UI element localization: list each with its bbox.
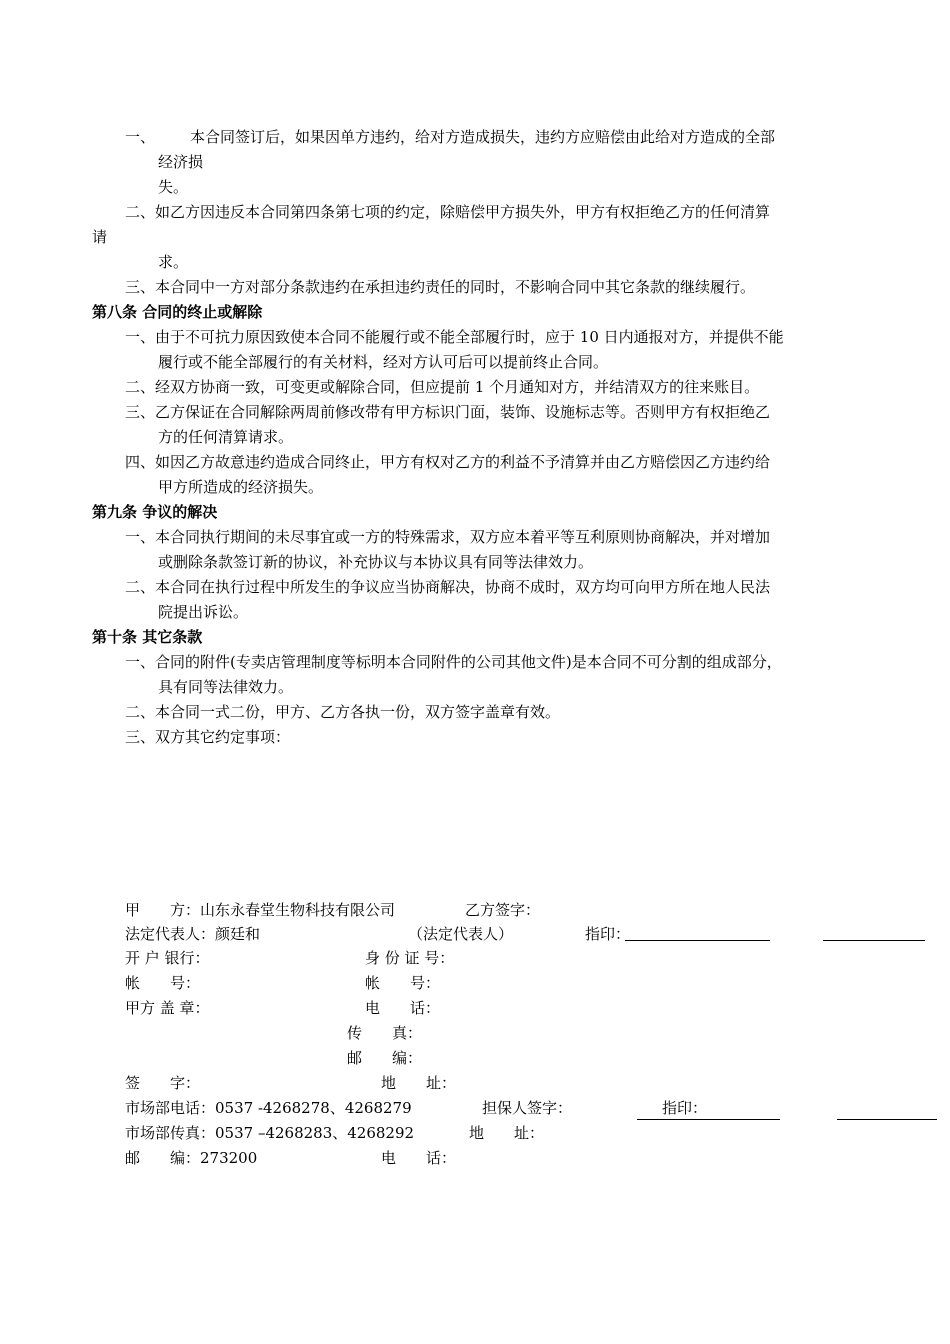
clause-8-1-line2: 履行或不能全部履行的有关材料，经对方认可后可以提前终止合同。 (158, 353, 609, 371)
legal-representative: 法定代表人：颜廷和 (125, 925, 261, 943)
clause-7-2-line1b: 请 (92, 228, 108, 246)
clause-7-1-number: 一、 (125, 128, 156, 146)
section-9-heading: 第九条 争议的解决 (92, 503, 218, 521)
party-b-address-label: 地 址： (381, 1074, 457, 1092)
clause-8-2-line1: 二、经双方协商一致，可变更或解除合同，但应提前 1 个月通知对方，并结清双方的往来账目。 (125, 378, 760, 396)
clause-8-4-line1: 四、如因乙方故意违约造成合同终止，甲方有权对乙方的利益不予清算并由乙方赔偿因乙方违约给 (125, 453, 771, 471)
clause-10-3-line1: 三、双方其它约定事项： (125, 728, 291, 746)
clause-8-3-line2: 方的任何清算请求。 (158, 428, 294, 446)
guarantor-address-label: 地 址： (469, 1124, 545, 1142)
clause-10-2-line1: 二、本合同一式二份，甲方、乙方各执一份，双方签字盖章有效。 (125, 703, 561, 721)
fingerprint-label-1: 指印： (585, 925, 631, 943)
clause-7-1-line1: 本合同签订后，如果因单方违约，给对方造成损失，违约方应赔偿由此给对方造成的全部 (190, 128, 776, 146)
guarantor-signature-label: 担保人签字： (482, 1099, 573, 1117)
section-10-heading: 第十条 其它条款 (92, 628, 203, 646)
party-a-name: 甲 方：山东永春堂生物科技有限公司 (125, 901, 396, 919)
clause-8-4-line2: 甲方所造成的经济损失。 (158, 478, 324, 496)
fingerprint-label-2: 指印： (662, 1099, 708, 1117)
party-a-sign-label: 签 字： (125, 1074, 201, 1092)
clause-9-2-line1: 二、本合同在执行过程中所发生的争议应当协商解决，协商不成时，双方均可向甲方所在地人民法 (125, 578, 771, 596)
guarantor-phone-label: 电 话： (381, 1149, 457, 1167)
clause-9-1-line1: 一、本合同执行期间的未尽事宜或一方的特殊需求，双方应本着平等互利原则协商解决，并对增加 (125, 528, 771, 546)
fingerprint-line-1 (625, 940, 770, 941)
party-b-legal-rep-label: （法定代表人） (408, 925, 514, 943)
party-b-fax-label: 传 真： (347, 1024, 423, 1042)
clause-7-2-line2: 求。 (158, 253, 189, 271)
signature-line-2 (837, 1119, 937, 1120)
id-number-label: 身 份 证 号： (365, 949, 455, 967)
clause-9-2-line2: 院提出诉讼。 (158, 603, 249, 621)
clause-10-1-line1: 一、合同的附件(专卖店管理制度等标明本合同附件的公司其他文件)是本合同不可分割的组成部分， (125, 653, 782, 671)
clause-10-1-line2: 具有同等法律效力。 (158, 678, 294, 696)
party-a-seal-label: 甲方 盖 章： (125, 999, 210, 1017)
clause-7-3-line1: 三、本合同中一方对部分条款违约在承担违约责任的同时，不影响合同中其它条款的继续履行。 (125, 278, 756, 296)
market-dept-fax: 市场部传真：0537 –4268283、4268292 (125, 1124, 415, 1142)
signature-line-1 (823, 940, 925, 941)
clause-9-1-line2: 或删除条款签订新的协议，补充协议与本协议具有同等法律效力。 (158, 553, 594, 571)
party-b-phone-label: 电 话： (365, 999, 441, 1017)
clause-8-1-line1: 一、由于不可抗力原因致使本合同不能履行或不能全部履行时，应于 10 日内通报对方，并提供不能 (125, 328, 784, 346)
party-b-signature-label: 乙方签字： (465, 901, 541, 919)
clause-7-1-line3: 失。 (158, 178, 189, 196)
bank-label: 开 户 银行： (125, 949, 210, 967)
fingerprint-line-2 (637, 1119, 780, 1120)
account-b-label: 帐 号： (365, 974, 441, 992)
party-a-postcode: 邮 编：273200 (125, 1149, 258, 1167)
party-b-postcode-label: 邮 编： (347, 1049, 423, 1067)
clause-7-1-line2: 经济损 (158, 153, 204, 171)
market-dept-phone: 市场部电话：0537 -4268278、4268279 (125, 1099, 412, 1117)
section-8-heading: 第八条 合同的终止或解除 (92, 303, 263, 321)
clause-7-2-line1: 二、如乙方因违反本合同第四条第七项的约定，除赔偿甲方损失外，甲方有权拒绝乙方的任何清算 (125, 203, 771, 221)
clause-8-3-line1: 三、乙方保证在合同解除两周前修改带有甲方标识门面，装饰、设施标志等。否则甲方有权拒绝乙 (125, 403, 771, 421)
account-a-label: 帐 号： (125, 974, 201, 992)
